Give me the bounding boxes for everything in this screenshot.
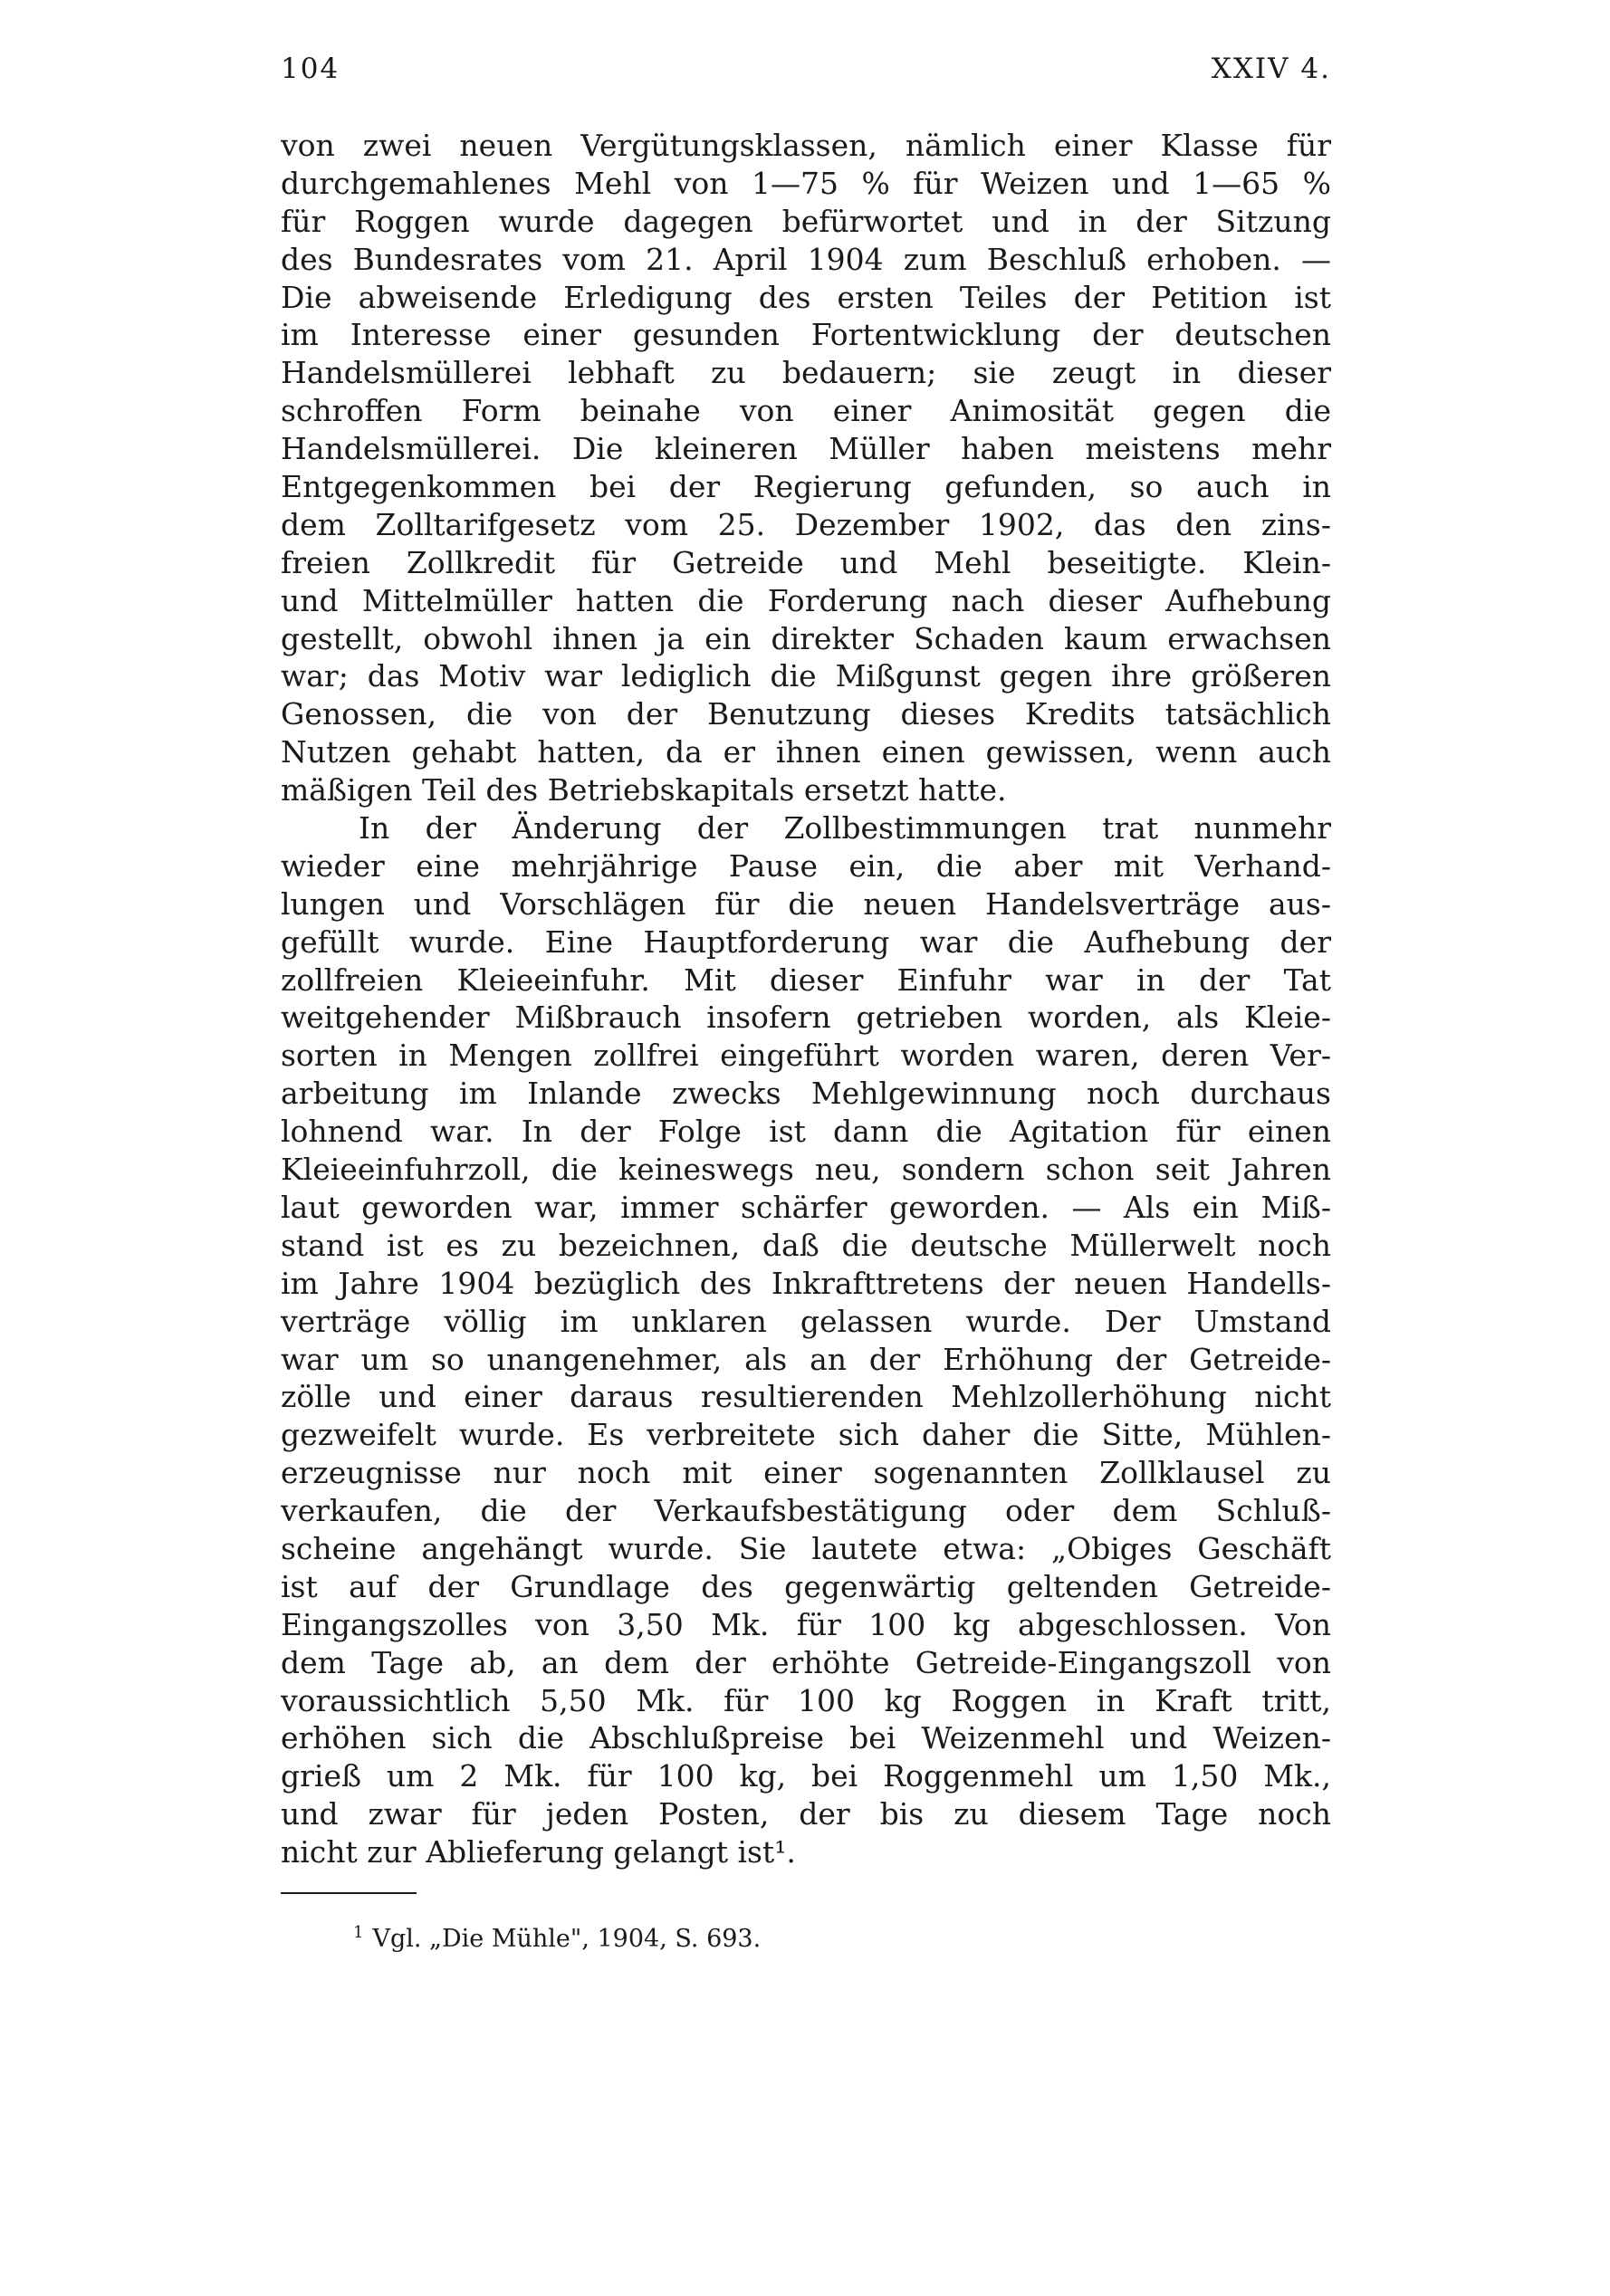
text-line: freien Zollkredit für Getreide und Mehl beseitigte. Klein- [281,544,1331,580]
text-line: erzeugnisse nur noch mit einer sogenannten Zollklausel zu [281,1455,1331,1491]
text-line: grieß um 2 Mk. für 100 kg, bei Roggenmehl um 1,50 Mk., [281,1758,1331,1794]
text-line: Die abweisende Erledigung des ersten Teiles der Petition ist [281,279,1331,315]
footnote-marker: 1 [353,1923,364,1942]
text-line: lungen und Vorschlägen für die neuen Handelsverträge aus- [281,885,1331,922]
text-line: durchgemahlenes Mehl von 1—75 % für Weizen und 1—65 % [281,165,1331,201]
text-line: von zwei neuen Vergütungsklassen, nämlich einer Klasse für [281,128,1331,163]
text-line: mäßigen Teil des Betriebskapitals ersetzt hatte. [281,772,1007,808]
text-line: ist auf der Grundlage des gegenwärtig geltenden Getreide- [281,1568,1331,1604]
text-line: Eingangszolles von 3,50 Mk. für 100 kg abgeschlossen. Von [281,1606,1331,1642]
text-line: gestellt, obwohl ihnen ja ein direkter Schaden kaum erwachsen [281,620,1331,656]
text-line: im Jahre 1904 bezüglich des Inkrafttretens der neuen Handells- [281,1265,1331,1301]
text-line: dem Zolltarifgesetz vom 25. Dezember 1902, das den zins- [281,506,1331,542]
text-line: erhöhen sich die Abschlußpreise bei Weizenmehl und Weizen- [281,1720,1331,1756]
text-line: stand ist es zu bezeichnen, daß die deutsche Müllerwelt noch [281,1227,1331,1263]
text-line: zollfreien Kleieeinfuhr. Mit dieser Einfuhr war in der Tat [281,961,1331,998]
text-line: arbeitung im Inlande zwecks Mehlgewinnung noch durchaus [281,1076,1331,1112]
text-line: verträge völlig im unklaren gelassen wurde. Der Umstand [281,1303,1331,1339]
text-line: lohnend war. In der Folge ist dann die Agitation für einen [281,1114,1331,1150]
text-line: wieder eine mehrjährige Pause ein, die aber mit Verhand- [281,847,1331,884]
text-line: des Bundesrates vom 21. April 1904 zum Beschluß erhoben. — [281,241,1331,277]
text-line: Kleieeinfuhrzoll, die keineswegs neu, sondern schon seit Jahren [281,1152,1331,1188]
text-line: verkaufen, die der Verkaufsbestätigung oder dem Schluß- [281,1493,1331,1529]
text-line: weitgehender Mißbrauch insofern getrieben worden, als Kleie- [281,1000,1331,1036]
text-line: Handelsmüllerei lebhaft zu bedauern; sie zeugt in dieser [281,355,1331,391]
body-text [281,127,1331,1871]
footnote-divider [281,1892,417,1894]
section-mark: XXIV 4. [1211,53,1331,85]
text-line: gefüllt wurde. Eine Hauptforderung war die Aufhebung der [281,923,1331,960]
text-line: Genossen, die von der Benutzung dieses Kredits tatsächlich [281,696,1331,732]
text-line: für Roggen wurde dagegen befürwortet und in der Sitzung [281,203,1331,239]
text-line: und Mittelmüller hatten die Forderung nach dieser Aufhebung [281,582,1331,618]
page-number: 104 [281,53,340,85]
text-line: voraussichtlich 5,50 Mk. für 100 kg Roggen in Kraft tritt, [281,1682,1331,1718]
text-line: nicht zur Ablieferung gelangt ist¹. [281,1834,796,1870]
text-line: sorten in Mengen zollfrei eingeführt worden waren, deren Ver- [281,1038,1331,1074]
text-line: zölle und einer daraus resultierenden Mehlzollerhöhung nicht [281,1379,1331,1415]
text-line: und zwar für jeden Posten, der bis zu diesem Tage noch [281,1796,1331,1832]
footnote-text: Vgl. „Die Mühle", 1904, S. 693. [372,1925,762,1953]
text-line: dem Tage ab, an dem der erhöhte Getreide-Eingangszoll von [281,1644,1331,1680]
text-line: laut geworden war, immer schärfer geworden. — Als ein Miß- [281,1189,1331,1225]
text-line: Handelsmüllerei. Die kleineren Müller haben meistens mehr [281,431,1331,467]
text-line: im Interesse einer gesunden Fortentwicklung der deutschen [281,317,1331,353]
text-line: Nutzen gehabt hatten, da er ihnen einen gewissen, wenn auch [281,734,1331,770]
text-line: Entgegenkommen bei der Regierung gefunden, so auch in [281,469,1331,505]
text-line: schroffen Form beinahe von einer Animosität gegen die [281,393,1331,429]
text-line: scheine angehängt wurde. Sie lautete etwa: „Obiges Geschäft [281,1530,1331,1566]
running-head [281,53,1331,98]
text-line: gezweifelt wurde. Es verbreitete sich daher die Sitte, Mühlen- [281,1417,1331,1453]
text-line: war um so unangenehmer, als an der Erhöhung der Getreide- [281,1341,1331,1377]
footnote [353,1918,761,1955]
text-line: In der Änderung der Zollbestimmungen trat nunmehr [359,810,1331,847]
text-line: war; das Motiv war lediglich die Mißgunst gegen ihre größeren [281,658,1331,694]
